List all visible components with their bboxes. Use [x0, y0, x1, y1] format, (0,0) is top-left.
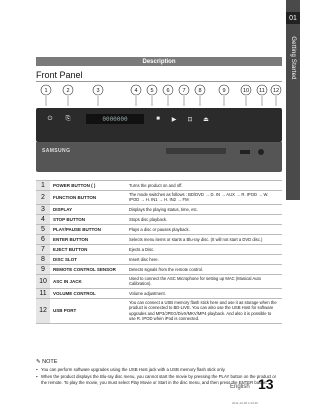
row-name: ASC IN JACK — [50, 274, 126, 288]
table-row — [36, 224, 282, 234]
table-row — [36, 288, 282, 298]
row-number: 7 — [36, 244, 50, 254]
row-name: REMOTE CONTROL SENSOR — [50, 264, 126, 274]
row-description: Selects menu items or starts a Blu-ray disc. (It will not start a DVD disc.) — [126, 234, 282, 244]
row-description: Used to connect the ASC Microphone for setting up MAC (Musical Auto Calibration). — [126, 274, 282, 288]
row-description: Stops disc playback. — [126, 214, 282, 224]
callout-number: 6 — [166, 88, 170, 95]
table-row — [36, 244, 282, 254]
callout-number: 8 — [198, 88, 202, 95]
row-number: 3 — [36, 204, 50, 214]
callout-number: 12 — [272, 88, 280, 95]
disc-slot — [166, 148, 226, 154]
note-item: ▪ When the product displays the Blu-ray disc menu, you cannot start the movie by pressing the PLAY button on the product or the remote. To play the movie, you must select Play Movie or Start in the disc menu, and then press the ENTER button. — [36, 374, 282, 386]
row-description: Displays the playing status, time, etc. — [126, 204, 282, 214]
table-row — [36, 254, 282, 264]
table-row — [36, 204, 282, 214]
row-number: 9 — [36, 264, 50, 274]
row-number: 5 — [36, 224, 50, 234]
callout-number: 4 — [134, 88, 138, 95]
callout-number: 9 — [222, 88, 226, 95]
chapter-number: 01 — [286, 12, 300, 24]
row-name: DISC SLOT — [50, 254, 126, 264]
chapter-tab — [286, 0, 300, 200]
row-name: STOP BUTTON — [50, 214, 126, 224]
play-pause-icon: ▶ — [171, 116, 177, 123]
page-number: 13 — [258, 376, 274, 392]
note-item: ▪ You can perform software upgrades using the USB Host jack with a USB memory flash stick only. — [36, 367, 282, 373]
callout-number: 3 — [96, 88, 100, 95]
row-description: Insert disc here. — [126, 254, 282, 264]
row-name: DISPLAY — [50, 204, 126, 214]
power-icon: ⏻ — [47, 115, 53, 122]
title-divider — [36, 81, 282, 82]
description-bar: Description — [36, 57, 282, 66]
table-row — [36, 181, 282, 191]
footer-language: English — [230, 384, 250, 390]
row-number: 10 — [36, 274, 50, 288]
callout-number: 7 — [182, 88, 186, 95]
callout-number: 1 — [44, 88, 48, 95]
asc-in-jack — [258, 149, 264, 155]
row-number: 4 — [36, 214, 50, 224]
row-number: 12 — [36, 298, 50, 323]
table-row — [36, 191, 282, 205]
front-display: 0000000 — [86, 114, 144, 124]
callout-number: 10 — [242, 88, 250, 95]
row-name: VOLUME CONTROL — [50, 288, 126, 298]
row-description: Plays a disc or pauses playback. — [126, 224, 282, 234]
row-name: ENTER BUTTON — [50, 234, 126, 244]
enter-icon: ⊡ — [187, 116, 193, 123]
row-name: USB PORT — [50, 298, 126, 323]
row-description: You can connect a USB memory flash stick here and use it as storage when the product is connected to BD-LIVE. You can also use the USB Host for software upgrades and MP3/JPEG/DivX/MKV/MP4 playback. And also it is possible to use R. IPOD when iPod is connected. — [126, 298, 282, 323]
chapter-label: Getting Started — [290, 36, 296, 80]
note-heading: ✎ NOTE — [36, 359, 58, 365]
stop-icon: ■ — [156, 116, 160, 122]
row-number: 11 — [36, 288, 50, 298]
table-row — [36, 264, 282, 274]
row-description: Volume adjustment. — [126, 288, 282, 298]
row-description: The mode switches as follows : BD/DVD → D. IN → AUX → R. IPOD → W. IPOD → H. IN1 → H. IN2 → FM — [126, 191, 282, 205]
callout-number: 5 — [150, 88, 154, 95]
row-description: Ejects a Disc. — [126, 244, 282, 254]
row-number: 2 — [36, 191, 50, 205]
row-number: 8 — [36, 254, 50, 264]
usb-port — [240, 150, 250, 154]
brand-logo: SAMSUNG — [42, 148, 71, 154]
row-name: EJECT BUTTON — [50, 244, 126, 254]
row-number: 6 — [36, 234, 50, 244]
table-row — [36, 214, 282, 224]
device-top — [36, 108, 282, 142]
function-icon: ⎘ — [65, 115, 71, 122]
row-number: 1 — [36, 181, 50, 191]
front-panel-table — [36, 180, 282, 324]
callout-number: 2 — [66, 88, 70, 95]
row-name: FUNCTION BUTTON — [50, 191, 126, 205]
table-row — [36, 274, 282, 288]
eject-icon: ⏏ — [203, 116, 209, 123]
callout-row — [36, 84, 282, 106]
callout-number: 11 — [259, 88, 265, 95]
row-name: POWER BUTTON ( ) — [50, 181, 126, 191]
device-bottom — [36, 142, 282, 172]
table-row — [36, 298, 282, 323]
footer-meta: 2011-12-28 1:23:20 — [232, 401, 258, 405]
row-description: Detects signals from the remote control. — [126, 264, 282, 274]
front-panel-illustration — [36, 108, 282, 172]
row-description: Turns the product on and off. — [126, 181, 282, 191]
row-name: PLAY/PAUSE BUTTON — [50, 224, 126, 234]
table-row — [36, 234, 282, 244]
section-title: Front Panel — [36, 70, 83, 80]
